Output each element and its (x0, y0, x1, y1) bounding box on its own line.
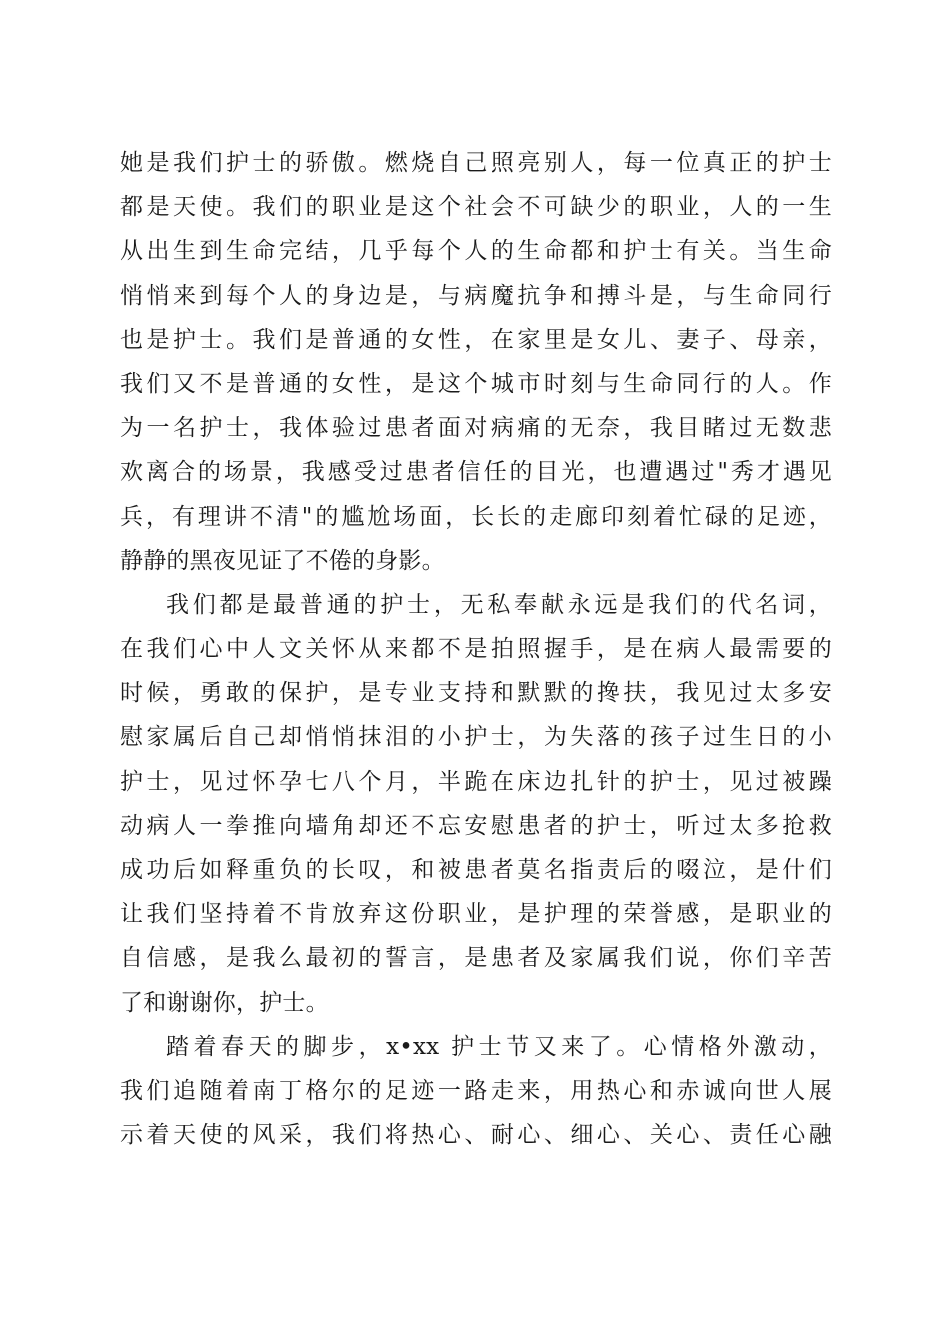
text-line: 都是天使。我们的职业是这个社会不可缺少的职业，人的一生 (120, 194, 832, 221)
text-line: 了和谢谢你，护士。 (120, 989, 329, 1016)
text-line: 让我们坚持着不肯放弃这份职业，是护理的荣誉感，是职业的 (120, 901, 832, 928)
text-line: 欢离合的场景，我感受过患者信任的目光，也遭遇过"秀才遇见 (120, 459, 832, 486)
paragraph-3 (120, 1025, 832, 1158)
text-line: 护士，见过怀孕七八个月，半跪在床边扎针的护士，见过被躁 (120, 768, 832, 795)
text-line: 慰家属后自己却悄悄抹泪的小护士，为失落的孩子过生日的小 (120, 724, 832, 751)
text-line: 也是护士。我们是普通的女性，在家里是女儿、妻子、母亲， (120, 326, 832, 353)
text-line: 示着天使的风采，我们将热心、耐心、细心、关心、责任心融 (120, 1122, 832, 1149)
text-line: 踏着春天的脚步，x•xx 护士节又来了。心情格外激动， (166, 1033, 832, 1060)
text-line: 我们又不是普通的女性，是这个城市时刻与生命同行的人。作 (120, 370, 832, 397)
text-line: 时候，勇敢的保护，是专业支持和默默的搀扶，我见过太多安 (120, 680, 832, 707)
paragraph-1 (120, 141, 832, 583)
paragraph-2 (120, 583, 832, 1025)
text-line: 她是我们护士的骄傲。燃烧自己照亮别人，每一位真正的护士 (120, 150, 832, 176)
text-line: 自信感，是我么最初的誓言，是患者及家属我们说，你们辛苦 (120, 945, 832, 972)
document-body (120, 141, 832, 1157)
text-line: 我们追随着南丁格尔的足迹一路走来，用热心和赤诚向世人展 (120, 1077, 832, 1104)
text-line: 静静的黑夜见证了不倦的身影。 (120, 547, 445, 574)
text-line: 为一名护士，我体验过患者面对病痛的无奈，我目睹过无数悲 (120, 415, 832, 442)
text-line: 成功后如释重负的长叹，和被患者莫名指责后的啜泣，是什们 (120, 857, 832, 883)
text-line: 在我们心中人文关怀从来都不是拍照握手，是在病人最需要的 (120, 636, 832, 663)
text-line: 兵，有理讲不清"的尴尬场面，长长的走廊印刻着忙碌的足迹， (120, 503, 832, 530)
text-line: 动病人一拳推向墙角却还不忘安慰患者的护士，听过太多抢救 (120, 812, 832, 839)
text-line: 悄悄来到每个人的身边是，与病魔抗争和搏斗是，与生命同行 (120, 282, 832, 309)
text-line: 从出生到生命完结，几乎每个人的生命都和护士有关。当生命 (120, 238, 832, 265)
text-line: 我们都是最普通的护士，无私奉献永远是我们的代名词， (166, 591, 832, 618)
